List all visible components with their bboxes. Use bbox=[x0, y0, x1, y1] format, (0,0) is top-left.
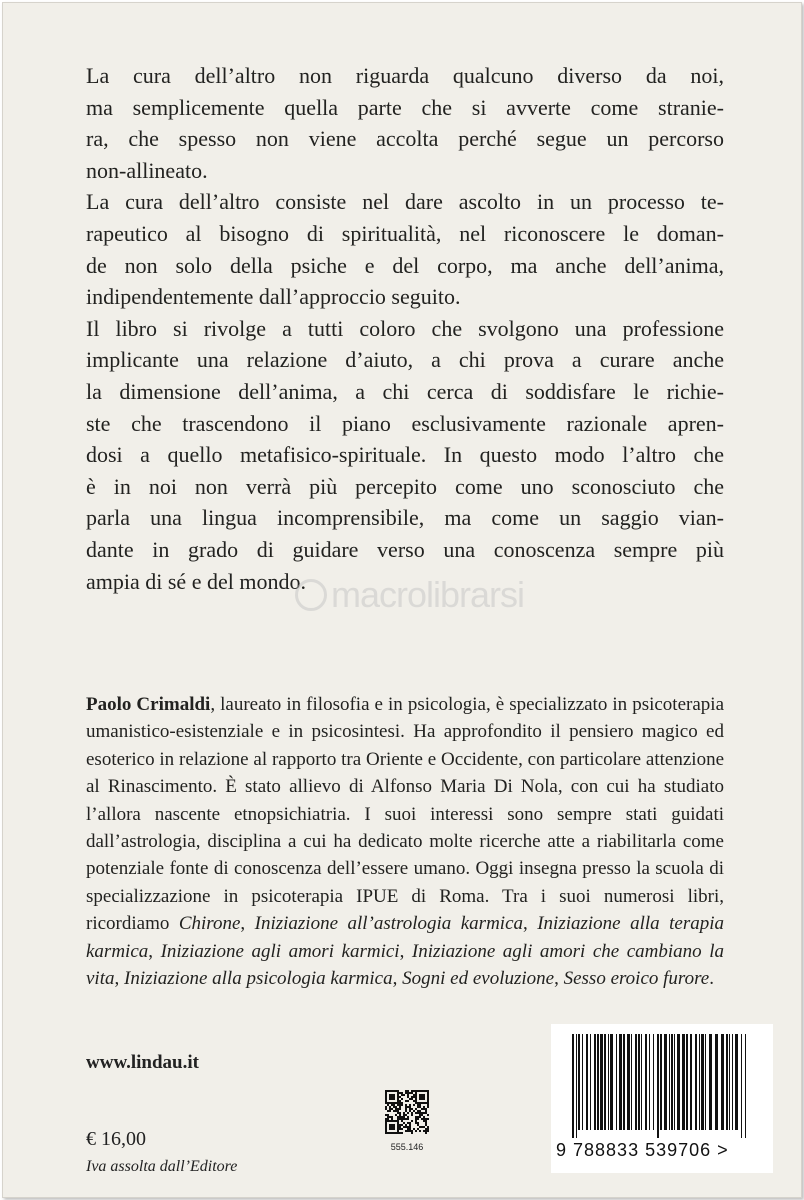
blurb-line: la dimensione dell’anima, a chi cerca di soddisfare le richie- bbox=[86, 378, 724, 404]
vat-note: Iva assolta dall’Editore bbox=[86, 1158, 238, 1175]
book-title: Iniziazione all’astrologia karmica bbox=[254, 913, 524, 935]
separator: , bbox=[114, 968, 124, 990]
separator: , bbox=[148, 940, 161, 962]
book-title: Sogni ed evoluzione bbox=[402, 968, 555, 990]
blurb-line: dosi a quello metafisico-spirituale. In questo modo l’altro che bbox=[86, 442, 724, 468]
blurb-line: ampia di sé e del mondo. bbox=[86, 568, 306, 594]
book-title: Chirone bbox=[178, 913, 241, 935]
blurb-line: implicante una relazione d’aiuto, a chi prova a curare anche bbox=[86, 347, 724, 373]
blurb-line: indipendentemente dall’approccio seguito. bbox=[86, 284, 461, 310]
blurb-line: La cura dell’altro consiste nel dare ascolto in un processo te- bbox=[86, 189, 724, 215]
blurb-line: Il libro si rivolge a tutti coloro che svolgono una professione bbox=[86, 315, 724, 341]
watermark bbox=[295, 574, 524, 616]
price: € 16,00 bbox=[86, 1128, 146, 1150]
isbn-digits: 9 788833 539706 > bbox=[556, 1140, 729, 1160]
blurb-line: è in noi non verrà più percepito come uno sconosciuto che bbox=[86, 473, 724, 499]
blurb-line: parla una lingua incomprensibile, ma come un saggio vian- bbox=[86, 505, 724, 531]
separator: , bbox=[554, 968, 564, 990]
blurb-line: La cura dell’altro non riguarda qualcuno diverso da noi, bbox=[86, 63, 724, 88]
blurb-line: ma semplicemente quella parte che si avverte come stranie- bbox=[86, 94, 724, 120]
author-name: Paolo Crimaldi bbox=[86, 694, 211, 715]
blurb-line: rapeutico al bisogno di spiritualità, nel riconoscere le doman- bbox=[86, 220, 724, 246]
blurb-line: ste che trascendono il piano esclusivamente razionale apren- bbox=[86, 410, 724, 436]
watermark-text: macrolibrarsi bbox=[331, 574, 525, 615]
book-title: Iniziazione agli amori karmici bbox=[160, 940, 400, 962]
separator: . bbox=[709, 968, 714, 990]
book-title: Iniziazione alla terapia karmica bbox=[86, 913, 724, 962]
barcode-icon bbox=[570, 1034, 750, 1138]
publisher-website: www.lindau.it bbox=[86, 1052, 199, 1073]
separator: , bbox=[399, 940, 412, 962]
qr-code-number: 555.146 bbox=[390, 1142, 424, 1152]
watermark-logo-icon bbox=[295, 579, 327, 611]
separator: , bbox=[392, 968, 403, 990]
separator: , bbox=[523, 913, 538, 935]
book-title: Iniziazione agli amori che cambiano la vita bbox=[86, 940, 725, 990]
bio-text: , laureato in filosofia e in psicologia, è specializzato in psicoterapia umanistico-esistenziale e in psicosintesi. Ha approfondito il pensiero magico ed esoterico in relazione al rapporto tra Oriente e Occidente, con particolare attenzione al Rinascimento. È stato allievo di Alfonso Maria Di Nola, con cui ha studiato l’allora nascente etnopsichiatria. I suoi interessi sono sempre stati guidati dall’astrologia, disciplina a cui ha dedicato molte ricerche atte a riabilitarla come potenziale fonte di conoscenza dell’essere umano. Oggi insegna presso la scuola di specializzazione in psicoterapia IPUE di Roma. Tra i suoi numerosi libri, ricordiamo bbox=[86, 694, 724, 935]
blurb-line: de non solo della psiche e del corpo, ma anche dell’anima, bbox=[86, 252, 724, 278]
book-blurb bbox=[86, 60, 724, 597]
qr-code-icon bbox=[385, 1090, 429, 1134]
book-title: Iniziazione alla psicologia karmica bbox=[124, 968, 393, 990]
blurb-line: ra, che spesso non viene accolta perché segue un percorso bbox=[86, 126, 724, 152]
author-bio bbox=[86, 691, 724, 992]
book-title: Sesso eroico furore bbox=[563, 968, 710, 990]
blurb-line: dante in grado di guidare verso una conoscenza sempre più bbox=[86, 536, 724, 562]
separator: , bbox=[240, 913, 255, 935]
blurb-line: non-allineato. bbox=[86, 157, 208, 183]
